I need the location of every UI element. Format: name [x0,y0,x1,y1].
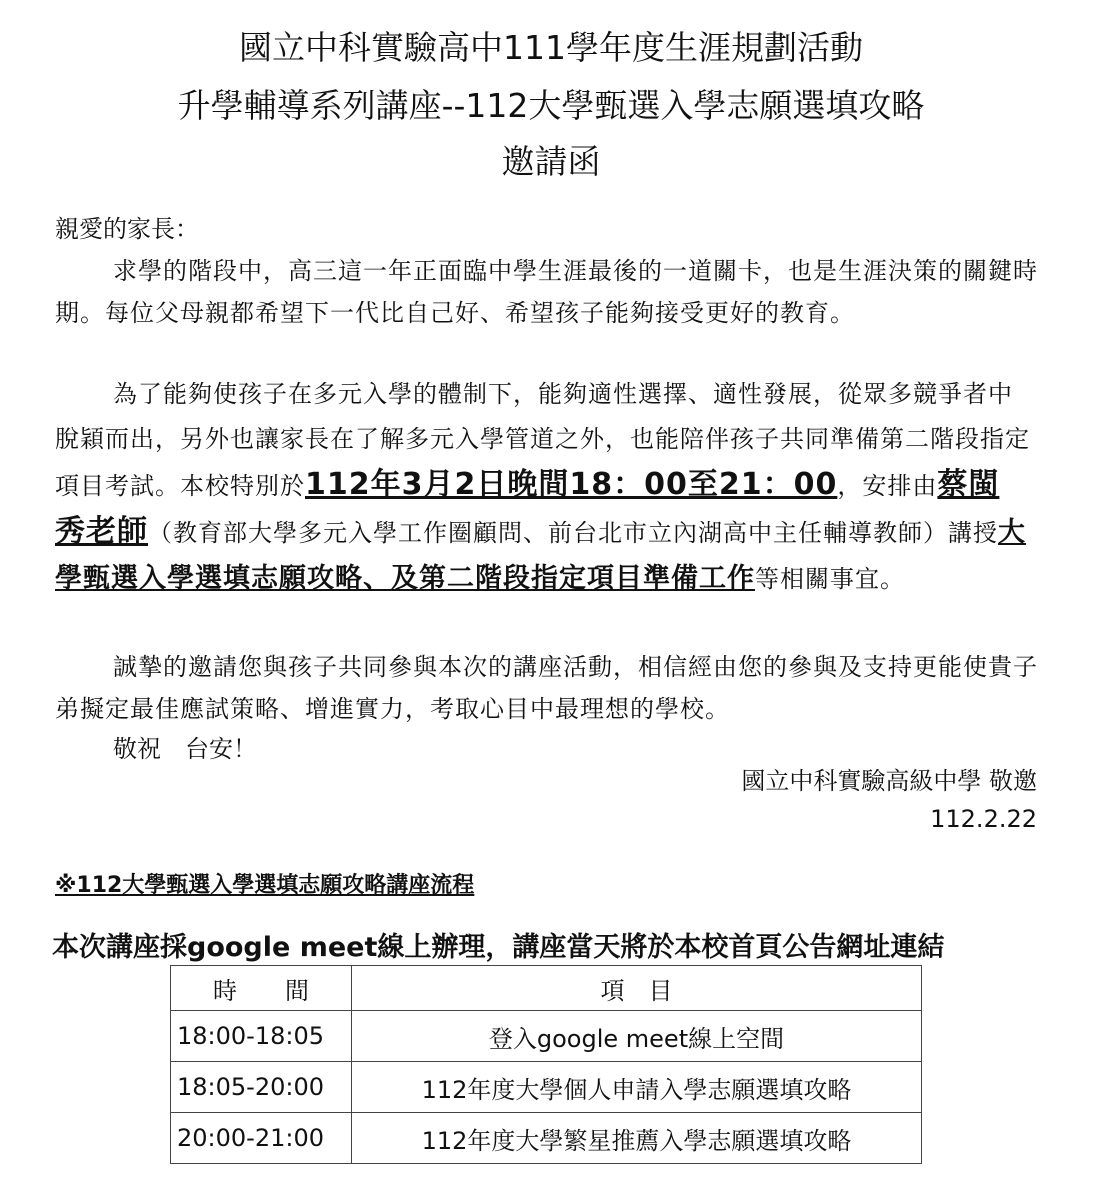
header-item: 項 目 [352,966,922,1011]
paragraph-2-text-a: 為了能夠使孩子在多元入學的體制下，能夠適性選擇、適性發展，從眾多競爭者中脫穎而出，另外也讓家長在了解多元入學管道之外，也能陪伴孩子共同準備第二階段指定項目考試。本校特別於 [55,380,1030,500]
paragraph-1: 求學的階段中，高三這一年正面臨中學生涯最後的一道關卡，也是生涯決策的關鍵時期。每位父母親都希望下一代比自己好、希望孩子能夠接受更好的教育。 [55,257,1038,327]
lecture-topic: 大學甄選入學選填志願攻略、及第二階段指定項目準備工作 [55,517,1026,594]
signer: 國立中科實驗高級中學 敬邀 [741,767,1037,795]
table-row [171,1062,922,1113]
letter-date: 112.2.22 [930,805,1037,833]
schedule-section-title: ※112大學甄選入學選填志願攻略講座流程 [55,873,475,898]
paragraph-2-text-d: 等相關事宜。 [755,565,905,593]
online-notice: 本次講座採google meet線上辦理，講座當天將於本校首頁公告網址連結 [52,932,945,963]
speaker-name: 蔡閩秀老師 [55,467,1000,549]
paragraph-3: 誠摯的邀請您與孩子共同參與本次的講座活動，相信經由您的參與及支持更能使貴子弟擬定最佳應試策略、增進實力，考取心目中最理想的學校。 [55,653,1038,723]
signature-block [741,762,1037,838]
paragraph-2-text-b: ，安排由 [837,472,938,500]
row-item: 登入google meet線上空間 [352,1011,922,1062]
title-line-2: 升學輔導系列講座--112大學甄選入學志願選填攻略 [177,86,925,125]
closing: 敬祝 台安！ [113,735,257,763]
table-row [171,1011,922,1062]
schedule-table [170,965,922,1164]
row-item: 112年度大學個人申請入學志願選填攻略 [352,1062,922,1113]
table-row [171,1113,922,1164]
row-time: 18:05-20:00 [171,1062,352,1113]
title-line-3: 邀請函 [501,142,601,181]
paragraph-2 [55,372,1030,602]
schedule-header-row [171,966,922,1011]
title-line-1: 國立中科實驗高中111學年度生涯規劃活動 [239,28,863,67]
row-item: 112年度大學繁星推薦入學志願選填攻略 [352,1113,922,1164]
row-time: 20:00-21:00 [171,1113,352,1164]
paragraph-2-text-c: （教育部大學多元入學工作圈顧問、前台北市立內湖高中主任輔導教師）講授 [148,519,998,547]
greeting: 親愛的家長： [55,215,199,243]
row-time: 18:00-18:05 [171,1011,352,1062]
header-time: 時 間 [171,966,352,1011]
event-datetime: 112年3月2日晚間18：00至21：00 [305,467,838,502]
